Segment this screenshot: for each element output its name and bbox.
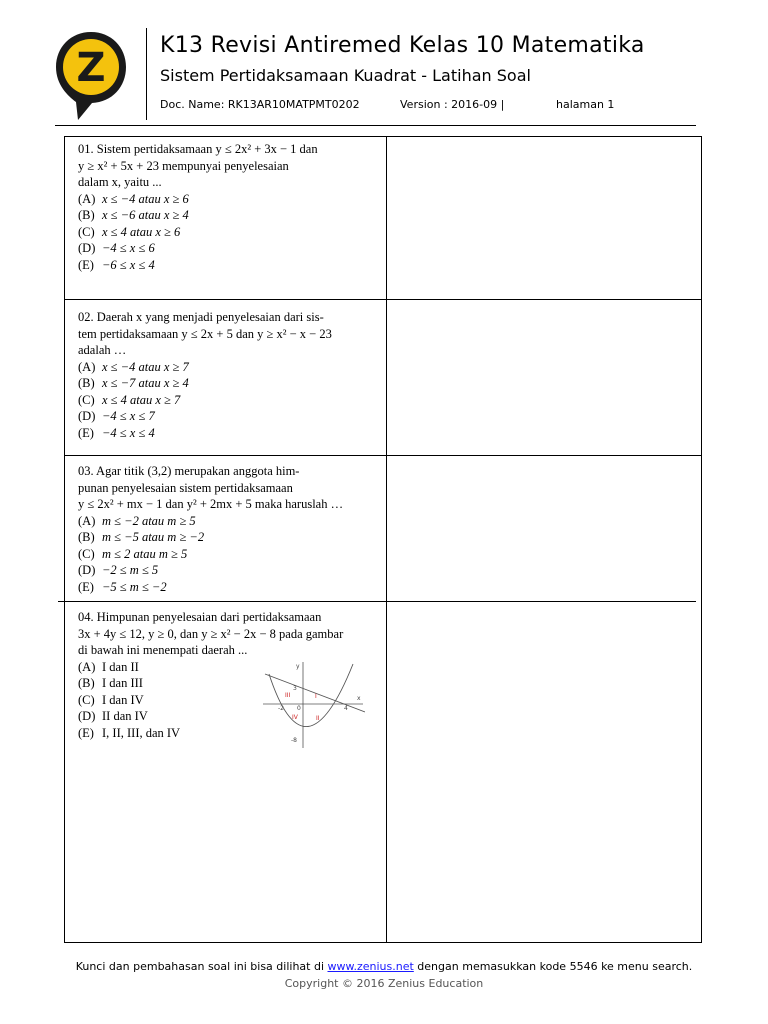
question-text: adalah … [78,343,127,357]
option-text: −4 ≤ x ≤ 7 [102,409,155,423]
copyright: Copyright © 2016 Zenius Education [284,977,484,990]
answer-option [78,207,318,224]
question-text: tem pertidaksamaan y ≤ 2x + 5 dan y ≥ x² − x − 23 [78,326,332,341]
option-text: x ≤ 4 atau x ≥ 6 [102,224,181,239]
option-label: (D) [78,241,96,255]
option-label: (D) [78,409,96,423]
region-label: II [316,715,320,722]
region-label: I [315,693,317,700]
header-rule [55,125,696,126]
option-label: (B) [78,530,95,544]
table-column-divider [386,136,387,943]
question-2 [78,309,332,441]
answer-option [78,392,332,409]
answer-option [78,359,332,376]
option-label: (E) [78,725,94,740]
question-text: 3x + 4y ≤ 12, y ≥ 0, dan y ≥ x² − 2x − 8 pada gambar [78,626,344,641]
option-label: (E) [78,257,94,272]
option-text: −2 ≤ m ≤ 5 [102,563,159,577]
question-text: 01. Sistem pertidaksamaan y ≤ 2x² + 3x − 1 dan [78,142,318,156]
option-text: x ≤ −7 atau x ≥ 4 [102,376,189,390]
option-label: (A) [78,191,96,206]
answer-option [78,546,343,563]
answer-option [78,529,343,546]
option-label: (A) [78,659,96,674]
option-label: (E) [78,579,94,594]
parabola-curve [269,664,353,727]
tick-label: 0 [297,705,301,712]
option-text: −4 ≤ x ≤ 6 [102,241,155,255]
option-label: (D) [78,709,96,723]
doc-page: halaman 1 [556,98,615,111]
question-3 [78,463,343,595]
region-label: III [285,692,291,699]
option-label: (C) [78,546,95,561]
option-text: m ≤ −5 atau m ≥ −2 [102,530,205,544]
option-label: (B) [78,376,95,390]
table-row-divider [58,601,696,602]
answer-option [78,425,332,442]
axis-label-y: y [296,663,300,670]
option-text: x ≤ −6 atau x ≥ 4 [102,208,189,222]
answer-option [78,579,343,596]
tick-label: 4 [344,705,348,712]
zenius-logo [54,30,128,122]
option-text: I dan IV [102,692,144,707]
question-text: y ≤ 2x² + mx − 1 dan y² + 2mx + 5 maka haruslah … [78,497,344,511]
zenius-link[interactable]: www.zenius.net [327,960,414,973]
option-text: −6 ≤ x ≤ 4 [102,257,155,272]
option-text: m ≤ 2 atau m ≥ 5 [102,546,188,561]
question-1 [78,141,318,273]
table-row-divider [64,455,702,456]
doc-version: Version : 2016-09 | [400,98,505,111]
tick-label: -2 [278,705,284,712]
option-label: (B) [78,676,95,690]
option-label: (C) [78,224,95,239]
answer-option [78,408,332,425]
answer-option [78,513,343,530]
option-text: I, II, III, dan IV [102,725,181,740]
option-text: I dan II [102,659,139,674]
answer-option [78,562,343,579]
region-label: IV [292,714,298,721]
question-text: 04. Himpunan penyelesaian dari pertidaksamaan [78,610,322,624]
table-row-divider [64,299,702,300]
question-text: di bawah ini menempati daerah ... [78,643,248,657]
answer-option [78,257,318,274]
option-text: −4 ≤ x ≤ 4 [102,425,155,440]
tick-label: 3 [293,685,297,692]
footer-note [0,960,768,973]
option-label: (C) [78,392,95,407]
option-text: x ≤ −4 atau x ≥ 7 [102,359,189,374]
tick-label: -8 [291,737,297,744]
logo-letter: Z [76,45,106,91]
option-text: m ≤ −2 atau m ≥ 5 [102,513,196,528]
option-text: II dan IV [102,709,148,723]
option-label: (D) [78,563,96,577]
option-label: (A) [78,359,96,374]
doc-subtitle: Sistem Pertidaksamaan Kuadrat - Latihan Soal [160,66,531,85]
option-label: (A) [78,513,96,528]
option-text: I dan III [102,676,143,690]
region-graph [261,660,365,750]
option-label: (E) [78,425,94,440]
doc-title: K13 Revisi Antiremed Kelas 10 Matematika [160,33,645,58]
footer-text: Kunci dan pembahasan soal ini bisa dilihat di [75,960,328,973]
question-text: y ≥ x² + 5x + 23 mempunyai penyelesaian [78,158,289,173]
question-text: punan penyelesaian sistem pertidaksamaan [78,480,293,495]
option-text: x ≤ 4 atau x ≥ 7 [102,392,181,407]
answer-option [78,191,318,208]
axis-label-x: x [357,695,361,702]
option-label: (C) [78,692,95,707]
question-text: 03. Agar titik (3,2) merupakan anggota him- [78,464,300,478]
doc-name: Doc. Name: RK13AR10MATPMT0202 [160,98,360,111]
question-text: 02. Daerah x yang menjadi penyelesaian dari sis- [78,310,324,324]
answer-option [78,224,318,241]
footer-text: dengan memasukkan kode 5546 ke menu search. [413,960,693,973]
option-label: (B) [78,208,95,222]
answer-option [78,375,332,392]
question-text: dalam x, yaitu ... [78,175,162,189]
header-divider [146,28,147,120]
answer-option [78,240,318,257]
option-text: −5 ≤ m ≤ −2 [102,579,167,594]
option-text: x ≤ −4 atau x ≥ 6 [102,191,189,206]
